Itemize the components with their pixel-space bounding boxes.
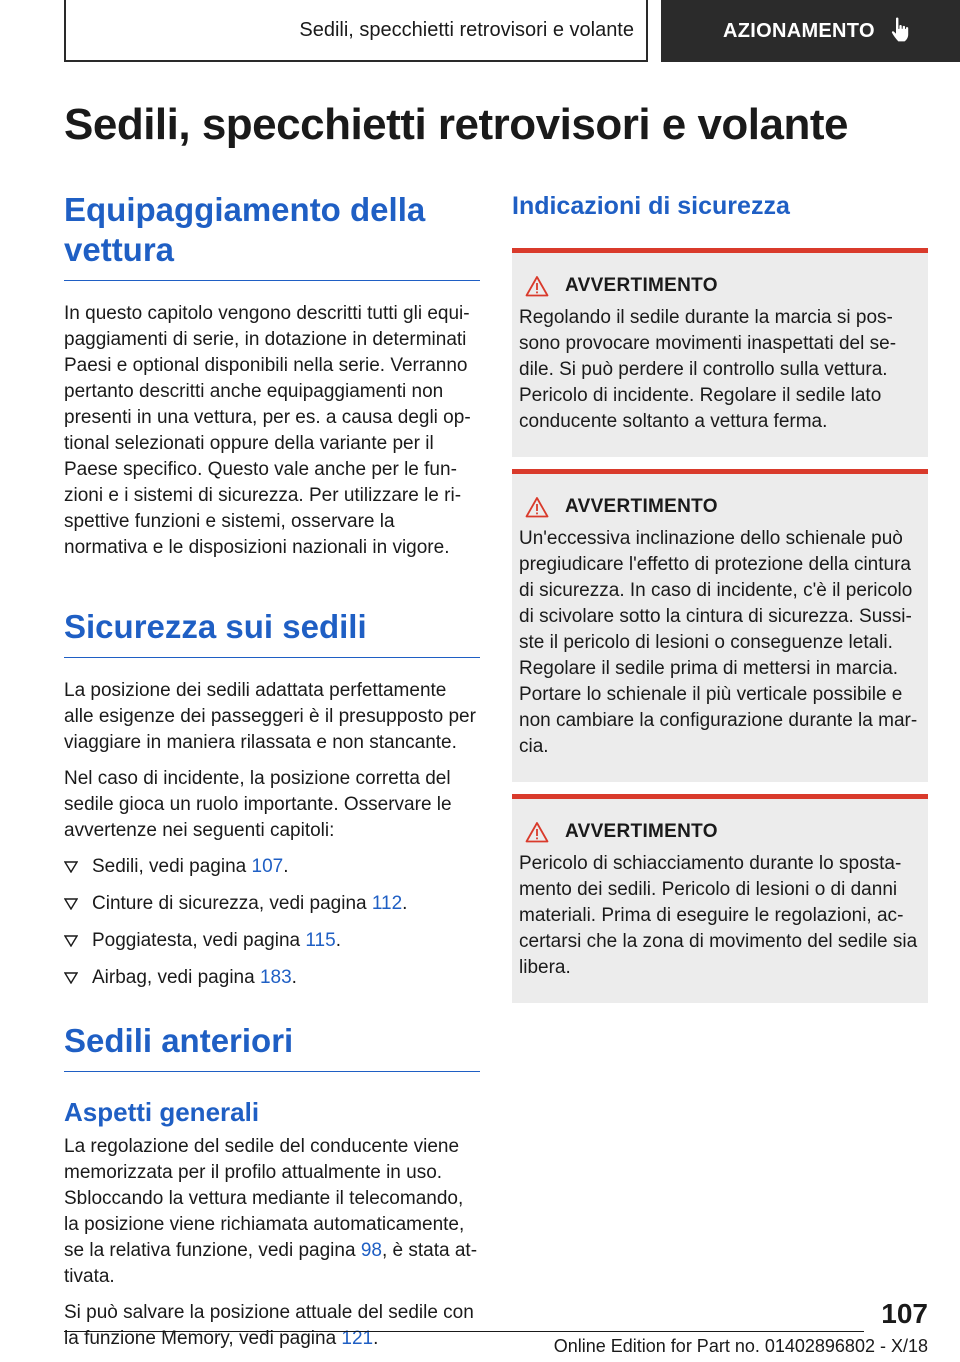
warning-box <box>512 794 928 1003</box>
front-seats-heading: Sedili anteriori <box>64 1021 480 1072</box>
seat-safety-p1: La posizione dei sedili adattata perfettamente alle esigenze dei passeggeri è il presupposto per viaggiare in maniera rilassata e non stancante. <box>64 680 476 753</box>
page-link-115[interactable]: 115 <box>305 930 336 951</box>
seat-safety-heading: Sicurezza sui sedili <box>64 607 480 658</box>
warning-text: Un'eccessiva inclinazione dello schienale può pregiudicare l'effetto di protezione della cintura di sicurezza. In caso di incidente, c'è il pericolo di scivolare sotto la cintura di sicurezza. Sussiste il pericolo di lesioni o conseguenze letali. Regolare il sedile prima di mettersi in marcia. Portare lo schienale il più verticale possibile e non cambiare la configurazione durante la marcia. <box>519 528 918 757</box>
seat-safety-p2: Nel caso di incidente, la posizione corretta del sedile gioca un ruolo importante. Osservare le avvertenze nei seguenti capitoli: <box>64 768 452 841</box>
triangle-bullet-icon <box>64 861 78 873</box>
page-link-121[interactable]: 121 <box>341 1328 374 1349</box>
page-link-107[interactable]: 107 <box>251 856 284 877</box>
left-column <box>64 190 480 1352</box>
triangle-bullet-icon <box>64 898 78 910</box>
page-number: 107 <box>881 1298 928 1329</box>
warning-text: Pericolo di schiacciamento durante lo spostamento dei sedili. Pericolo di lesioni o di danni materiali. Prima di eseguire le regolazioni, accertarsi che la zona di movimento del sedile sia libera. <box>519 853 918 978</box>
footer-edition: Online Edition for Part no. 01402896802 - X/18 <box>553 1336 928 1356</box>
chapter-tab[interactable] <box>64 0 648 62</box>
warning-triangle-icon <box>525 821 549 843</box>
page-link-112[interactable]: 112 <box>371 893 403 914</box>
list-item: Sedili, vedi pagina 107. <box>64 854 480 880</box>
warning-triangle-icon <box>525 275 549 297</box>
pointing-hand-icon <box>889 16 913 46</box>
front-seats-p2: Si può salvare la posizione attuale del sedile con la funzione Memory, vedi pagina 121. <box>64 1302 474 1349</box>
list-item: Airbag, vedi pagina 183. <box>64 965 480 991</box>
front-seats-p1: La regolazione del sedile del conducente viene memorizzata per il profilo attualmente in uso. Sbloccando la vettura mediante il telecomando, la posizione viene richiamata automaticamente, se la relativa funzione, vedi pagina 98, è stata attivata. <box>64 1136 478 1287</box>
warning-text: Regolando il sedile durante la marcia si possono provocare movimenti inaspettati del sedile. Si può perdere il controllo sulla vettura. Pericolo di incidente. Regolare il sedile lato conducente soltanto a vettura ferma. <box>519 307 897 432</box>
page-link-98[interactable]: 98 <box>360 1240 382 1261</box>
equipment-heading: Equipaggiamento della vettura <box>64 190 480 281</box>
safety-notes-heading: Indicazioni di sicurezza <box>512 192 790 220</box>
warning-label: AVVERTIMENTO <box>565 275 718 296</box>
list-item: Cinture di sicurezza, vedi pagina 112. <box>64 891 480 917</box>
section-label: AZIONAMENTO <box>723 19 875 42</box>
warning-triangle-icon <box>525 496 549 518</box>
right-column <box>512 190 928 1003</box>
chapter-tab-label: Sedili, specchietti retrovisori e volante <box>299 18 634 41</box>
page-link-183[interactable]: 183 <box>259 967 292 988</box>
page-title: Sedili, specchietti retrovisori e volante <box>64 100 849 149</box>
warning-label: AVVERTIMENTO <box>565 496 718 517</box>
chapter-reference-list <box>64 854 480 991</box>
triangle-bullet-icon <box>64 935 78 947</box>
general-aspects-heading: Aspetti generali <box>64 1097 260 1127</box>
footer-divider <box>64 1331 864 1332</box>
warning-box <box>512 469 928 782</box>
equipment-body: In questo capitolo vengono descritti tutti gli equipaggiamenti di serie, in dotazione in determinati Paesi e optional disponibili nella serie. Verranno pertanto descritti anche equipaggiamenti non presenti in una vettura, per es. a causa degli optional selezionati oppure della variante per il Paese specifico. Questo vale anche per le funzioni e i sistemi di sicurezza. Per utilizzare le rispettive funzioni e sistemi, osservare la normativa e le disposizioni nazionali in vigore. <box>64 303 471 558</box>
warning-label: AVVERTIMENTO <box>565 821 718 842</box>
section-tab[interactable] <box>661 0 960 62</box>
list-item: Poggiatesta, vedi pagina 115. <box>64 928 480 954</box>
triangle-bullet-icon <box>64 972 78 984</box>
warning-box <box>512 248 928 457</box>
